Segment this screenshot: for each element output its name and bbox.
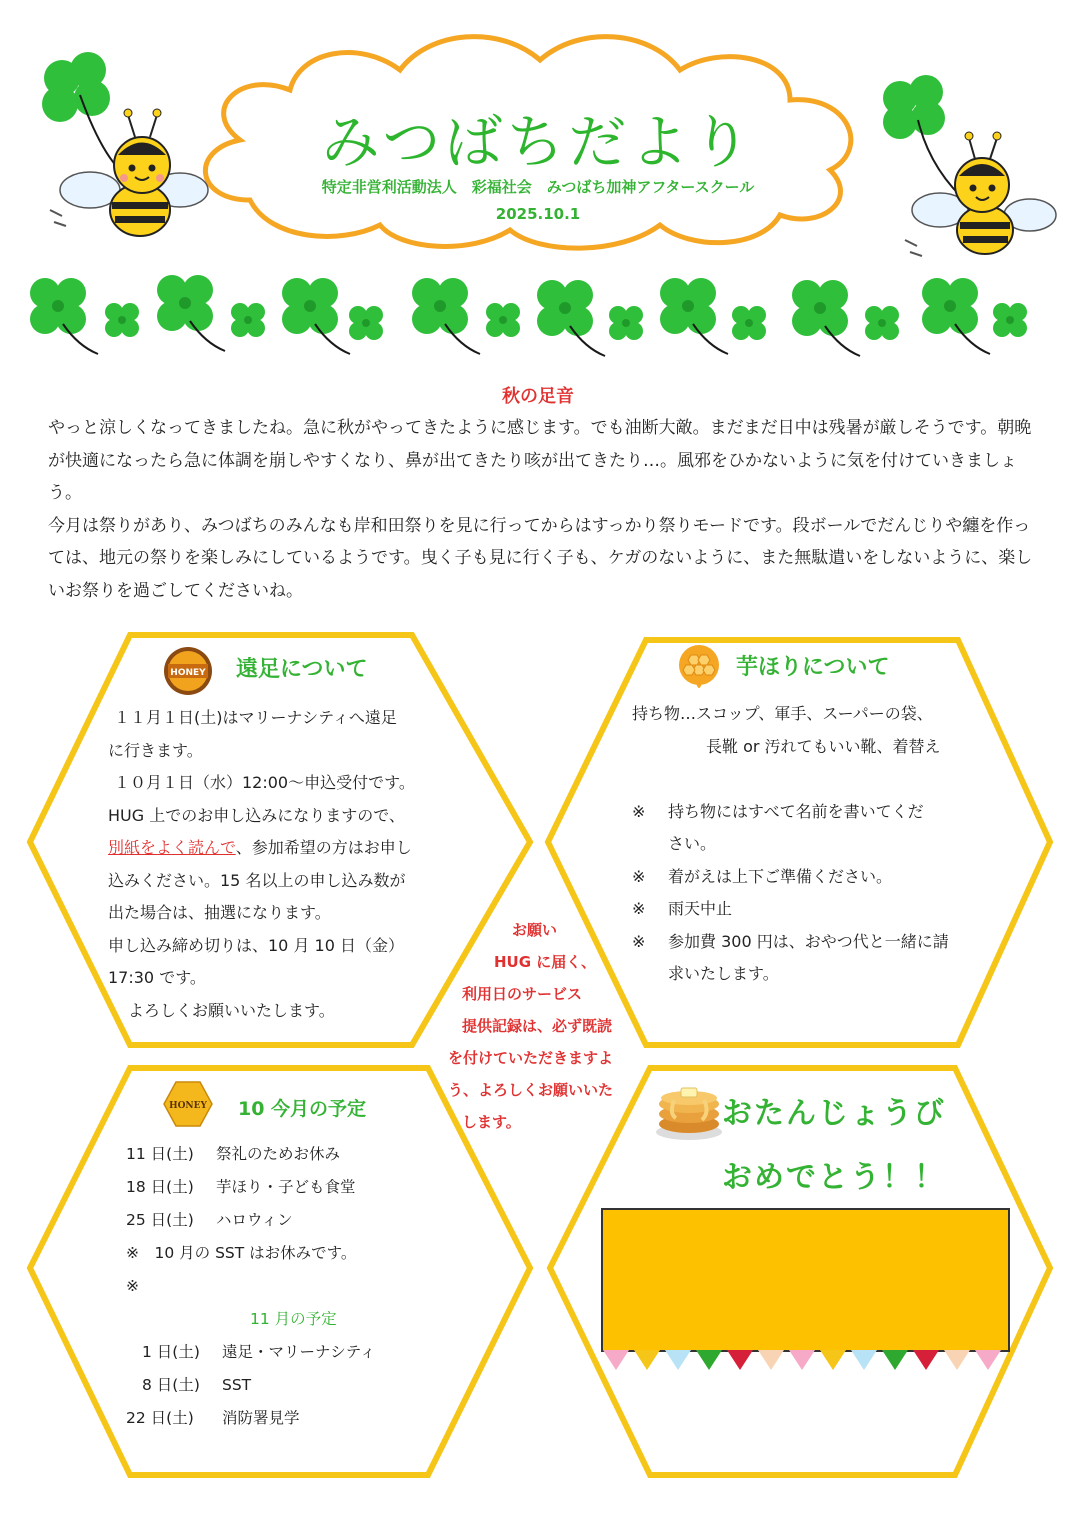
note-mark: ※	[632, 899, 646, 918]
note-text: 雨天中止	[668, 899, 733, 918]
excursion-line: １０月１日（水）12:00～申込受付です。	[114, 773, 415, 792]
note-mark: ※	[632, 866, 646, 886]
newsletter-title: みつばちだより	[321, 108, 755, 176]
excursion-body	[108, 702, 478, 1027]
excursion-line: よろしくお願いいたします。	[128, 1000, 335, 1020]
schedule-event: 祭礼のためお休み	[216, 1145, 341, 1163]
birthday-name-box	[601, 1208, 1010, 1352]
note-text: 着がえは上下ご準備ください。	[668, 866, 893, 886]
note-item	[632, 926, 982, 959]
excursion-line: 、参加希望の方はお申し	[235, 838, 412, 857]
schedule-date: 1 日(土)	[142, 1343, 200, 1361]
items-line: 長靴 or 汚れてもいい靴、着替え	[706, 736, 941, 756]
pancake-icon	[654, 1078, 724, 1144]
schedule-row	[126, 1369, 466, 1402]
note-text: 参加費 300 円は、おやつ代と一緒に請	[668, 931, 949, 951]
note-item	[632, 958, 982, 991]
note-item	[632, 893, 982, 926]
schedule-row	[126, 1402, 466, 1435]
note-item	[632, 796, 982, 829]
schedule-date: 25 日(土)	[126, 1211, 194, 1229]
intro-paragraph-2: 今月は祭りがあり、みつばちのみんなも岸和田祭りを見に行ってからはすっかり祭りモードです。段ボールでだんじりや纏を作っては、地元の祭りを楽しみにしているようです。曳く子も見に行く子も、ケガのないように、また無駄遣いをしないように、楽しいお祭りを過ごしてくださいね。	[48, 515, 1033, 601]
note-item	[632, 828, 982, 861]
excursion-line: に行きます。	[108, 740, 203, 760]
schedule-row	[126, 1171, 466, 1204]
schedule-row	[126, 1336, 466, 1369]
request-line: HUG に届く、	[494, 953, 596, 971]
schedule-date: 8 日(土)	[142, 1376, 200, 1394]
schedule-date: 11 日(土)	[126, 1145, 194, 1163]
issue-date: 2025.10.1	[495, 205, 581, 223]
excursion-line: 申し込み締め切りは、10 月 10 日（金）	[108, 935, 404, 955]
request-line: 提供記録は、必ず既読	[462, 1017, 613, 1035]
note-mark: ※	[632, 801, 646, 821]
potato-body	[632, 698, 982, 991]
request-line: します。	[462, 1113, 521, 1131]
request-line: う、よろしくお願いいた	[448, 1081, 614, 1099]
potato-title: 芋ほりについて	[736, 655, 890, 680]
note-text: 持ち物にはすべて名前を書いてくだ	[668, 801, 924, 821]
honey-badge-icon	[160, 646, 216, 696]
schedule-note: ※ 10 月の SST はお休みです。	[126, 1244, 357, 1262]
schedule-event: ハロウィン	[216, 1211, 293, 1229]
note-item	[632, 861, 982, 894]
section-heading: 秋の足音	[502, 386, 574, 407]
honey-badge-label: HONEY	[170, 668, 206, 678]
excursion-line: HUG 上でのお申し込みになりますので、	[108, 805, 405, 825]
request-line: お願い	[512, 921, 558, 939]
note-text: さい。	[668, 834, 717, 853]
excursion-line: １１月１日(土)はマリーナシティへ遠足	[114, 708, 397, 727]
honey-badge-label: HONEY	[169, 1101, 207, 1111]
intro-paragraph-1: やっと涼しくなってきましたね。急に秋がやってきたように感じます。でも油断大敵。まだまだ日中は残暑が厳しそうです。朝晩が快適になったら急に体調を崩しやすくなり、鼻が出てきたり咳が出てきたり…。風邪をひかないように気を付けていきましょう。	[48, 418, 1032, 503]
schedule-event: 消防署見学	[222, 1409, 300, 1427]
schedule-event: 遠足・マリーナシティ	[222, 1343, 376, 1361]
highlight-text: 別紙をよく読んで	[108, 838, 236, 857]
honey-hex-badge-icon	[162, 1080, 214, 1128]
organization-name: 特定非営利活動法人 彩福社会 みつばち加神アフタースクール	[321, 178, 755, 196]
items-line: 持ち物…スコップ、軍手、スーパーの袋、	[632, 704, 933, 723]
excursion-line: 込みください。15 名以上の申し込み数が	[108, 870, 406, 890]
note-text: 求いたします。	[668, 964, 779, 983]
excursion-line: 17:30 です。	[108, 968, 206, 987]
honeycomb-icon	[676, 643, 722, 693]
request-note	[440, 914, 640, 1138]
schedule-date: 18 日(土)	[126, 1178, 194, 1196]
schedule-event: SST	[222, 1376, 252, 1394]
schedule-row	[126, 1204, 466, 1237]
excursion-line-highlight	[108, 832, 478, 865]
birthday-line-2: おめでとう！！	[722, 1160, 946, 1195]
schedule-title: 10 今月の予定	[238, 1098, 367, 1120]
schedule-body	[126, 1138, 466, 1435]
november-heading: 11 月の予定	[250, 1310, 337, 1328]
schedule-date: 22 日(土)	[126, 1409, 194, 1427]
note-mark: ※	[632, 931, 646, 951]
birthday-line-1: おたんじょうび	[722, 1096, 946, 1131]
request-line: を付けていただきますよ	[448, 1049, 614, 1067]
excursion-title: 遠足について	[236, 657, 368, 682]
request-line: 利用日のサービス	[462, 985, 583, 1003]
schedule-event: 芋ほり・子ども食堂	[216, 1178, 356, 1196]
excursion-line: 出た場合は、抽選になります。	[108, 903, 331, 922]
schedule-row	[126, 1138, 466, 1171]
schedule-note: ※	[126, 1277, 139, 1295]
bunting-flags	[603, 1350, 1007, 1374]
